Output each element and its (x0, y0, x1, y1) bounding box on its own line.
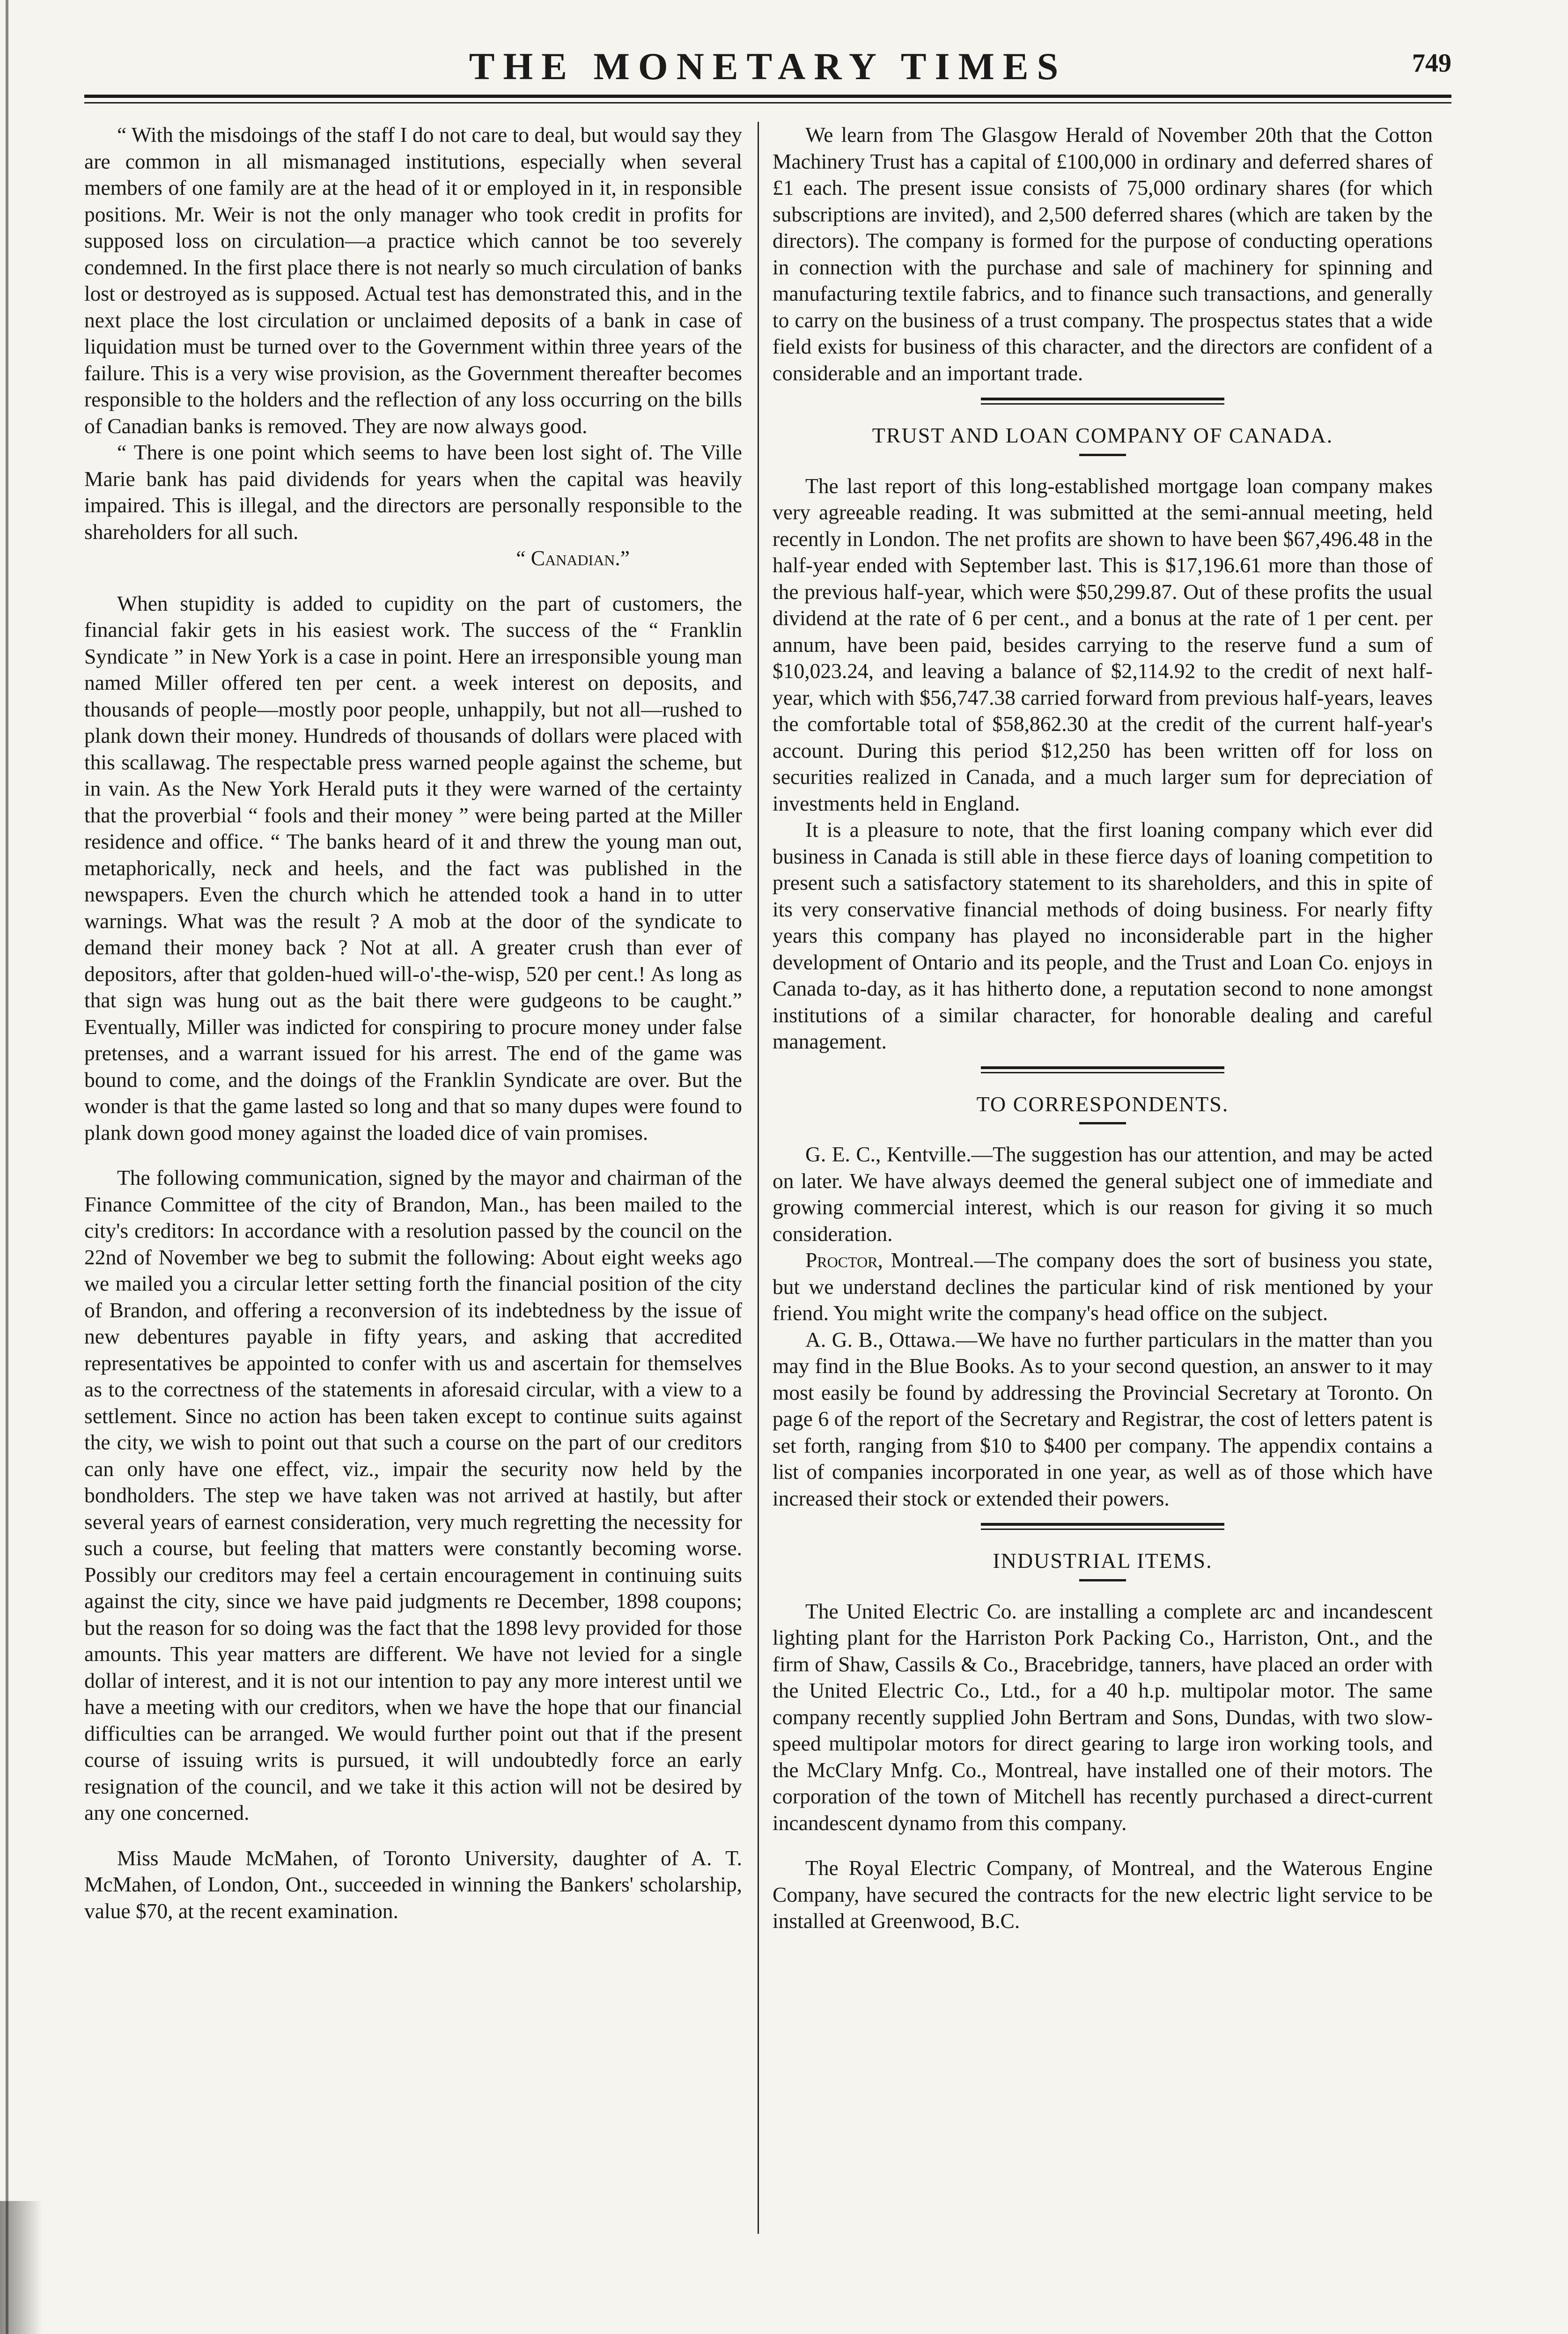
masthead-rule-thick (84, 95, 1451, 98)
correspondent-ottawa: A. G. B., Ottawa.—We have no further particulars in the matter than you may find in the Blue Books. As to your second question, an answer to it may most easily be found by addressing the Provincial Secretary at Toronto. On page 6 of the report of the Secretary and Registrar, the cost of letters patent is set forth, ranging from $10 to $400 per company. The appendix contains a list of companies incorporated in one year, as well as of those which have increased their stock or extended their powers. (773, 1327, 1433, 1510)
masthead (84, 44, 1451, 96)
heading-underline (1079, 454, 1126, 456)
masthead-rule-thin (84, 102, 1451, 103)
letter-signature: “ Canadian.” (516, 546, 630, 570)
spacer (84, 1826, 742, 1845)
binding-edge (6, 0, 8, 2334)
heading-industrial-items: INDUSTRIAL ITEMS. (993, 1549, 1213, 1573)
right-column (773, 122, 1433, 1935)
publication-title: THE MONETARY TIMES (469, 45, 1067, 88)
article-trust-loan-pleasure: It is a pleasure to note, that the first loaning company which ever did business in Canada is still able in these fierce days of loaning competition to present such a satisfactory statement to its shareholders, and this in spite of its very conservative financial methods of doing business. For nearly fifty years this company has played no inconsiderable part in the higher development of Ontario and its people, and the Trust and Loan Co. enjoys in Canada to-day, as it has hitherto done, a reputation second to none amongst institutions of a similar character, for honorable dealing and careful management. (773, 818, 1433, 1053)
article-royal-electric: The Royal Electric Company, of Montreal, and the Waterous Engine Company, have secured the contracts for the new electric light service to be installed at Greenwood, B.C. (773, 1856, 1433, 1933)
article-brandon-communication: The following communication, signed by the mayor and chairman of the Finance Committee of the city of Brandon, Man., has been mailed to the city's creditors: In accordance with a resolution passed by the council on the 22nd of November we beg to submit the following: About eight weeks ago we mailed you a circular letter setting forth the financial position of the city of Brandon, and offering a reconversion of its indebtedness by the issue of new debentures payable in fifty years, and asking that accredited representatives be appointed to confer with us and ascertain for themselves as to the correctness of the statements in aforesaid circular, with a view to a settlement. Since no action has been taken except to continue suits against the city, we wish to point out that such a course on the part of our creditors can only have one effect, viz., impair the security now held by the bondholders. The step we have taken was not arrived at hastily, but after several years of earnest consideration, very much regretting the necessity for such a course, but feeling that matters were constantly becoming worse. Possibly our creditors may feel a certain encouragement in continuing suits against the city, since we have paid judgments re December, 1898 coupons; but the reason for so doing was the fact that the 1898 levy provided for those amounts. This year matters are different. We have not levied for a single dollar of interest, and it is not our intention to pay any more interest until we have a meeting with our creditors, when we have the hope that our financial difficulties can be arranged. We would further point out that if the present course of issuing writs is pursued, it will undoubtedly force an early resignation of the council, and we take it this action will not be desired by any one concerned. (84, 1166, 742, 1824)
heading-underline (1079, 1122, 1126, 1124)
correspondent-proctor (773, 1247, 1433, 1327)
article-united-electric: The United Electric Co. are installing a complete arc and incandescent lighting plant for the Harriston Pork Packing Co., Harriston, Ont., and the firm of Shaw, Cassils & Co., Bracebridge, tanners, have placed an order with the United Electric Co., Ltd., for a 40 h.p. multipolar motor. The same company recently supplied John Bertram and Sons, Dundas, with two slow-speed multipolar motors for direct gearing to large iron working tools, and the McClary Mnfg. Co., Montreal, have installed one of their motors. The corporation of the town of Mitchell has recently purchased a direct-current incandescent dynamo from this company. (773, 1599, 1433, 1835)
article-weir-misdoings: “ With the misdoings of the staff I do not care to deal, but would say they are common in all mismanaged institutions, especially when several members of one family are at the head of it or employed in it, in responsible positions. Mr. Weir is not the only manager who took credit in profits for supposed loss on circulation—a practice which cannot be too severely condemned. In the first place there is not nearly so much circulation of banks lost or destroyed as is supposed. Actual test has demonstrated this, and in the next place the lost circulation or unclaimed deposits of a bank in case of liquidation must be turned over to the Government within three years of the failure. This is a very wise provision, as the Government thereafter becomes responsible to the holders and the reflection of any loss occurring on the bills of Canadian banks is removed. They are now always good. (84, 123, 742, 438)
heading-underline (1079, 1579, 1126, 1581)
correspondent-proctor-text: Montreal.—The company does the sort of business you state, but we understand declines the particular kind of risk mentioned by your friend. You might write the company's head office on the subject. (773, 1248, 1433, 1325)
page-shadow (0, 2201, 42, 2334)
article-mcmahen-scholarship: Miss Maude McMahen, of Toronto University, daughter of A. T. McMahen, of London, Ont., succeeded in winning the Bankers' scholarship, value $70, at the recent examination. (84, 1846, 742, 1923)
spacer (84, 1146, 742, 1165)
article-cotton-machinery-trust: We learn from The Glasgow Herald of November 20th that the Cotton Machinery Trust has a capital of £100,000 in ordinary and deferred shares of £1 each. The present issue consists of 75,000 ordinary shares (for which subscriptions are invited), and 2,500 deferred shares (which are taken by the directors). The company is formed for the purpose of conducting operations in connection with the purchase and sale of machinery for spinning and manufacturing textile fabrics, and to finance such transactions, and generally to carry on the business of a trust company. The prospectus states that a wide field exists for business of this character, and the directors are confident of a considerable and an important trade. (773, 123, 1433, 385)
heading-trust-and-loan: TRUST AND LOAN COMPANY OF CANADA. (872, 423, 1333, 447)
page-number: 749 (1412, 49, 1451, 78)
column-divider (758, 122, 759, 2234)
article-franklin-syndicate: When stupidity is added to cupidity on the part of customers, the financial fakir gets in his easiest work. The success of the “ Franklin Syndicate ” in New York is a case in point. Here an irresponsible young man named Miller offered ten per cent. a week interest on deposits, and thousands of people—mostly poor people, unhappily, but not all—rushed to plank down their money. Hundreds of thousands of dollars were placed with this scallawag. The respectable press warned people against the scheme, but in vain. As the New York Herald puts it they were warned of the certainty that the proverbial “ fools and their money ” were being parted at the Miller residence and office. “ The banks heard of it and threw the young man out, metaphorically, neck and heels, and the fact was published in the newspapers. Even the church which he attended took a hand in to utter warnings. What was the result ? A mob at the door of the syndicate to demand their money back ? Not at all. A greater crush than ever of depositors, after that golden-hued will-o'-the-wisp, 520 per cent.! As long as that sign was hung out as the bait there were gudgeons to be caught.” Eventually, Miller was indicted for conspiring to procure money under false pretenses, and a warrant issued for his arrest. The end of the game was bound to come, and the doings of the Franklin Syndicate are over. But the wonder is that the game lasted so long and that so many dupes were found to plank down good money against the loaded dice of vain promises. (84, 591, 742, 1145)
section-rule (981, 1523, 1224, 1530)
article-trust-loan-report: The last report of this long-established mortgage loan company makes very agreeable reading. It was submitted at the semi-annual meeting, held recently in London. The net profits are shown to have been $67,496.48 in the half-year ended with September last. This is $17,196.61 more than those of the previous half-year, which were $50,299.87. Out of these profits the usual dividend at the rate of 6 per cent., and a bonus at the rate of 1 per cent. per annum, have been paid, besides carrying to the reserve fund a sum of $10,023.24, and leaving a balance of $2,114.92 to the credit of next half-year, which with $56,747.38 carried forward from previous half-years, leaves the comfortable total of $58,862.30 at the credit of the current half-year's account. During this period $12,250 has been written off for loss on securities realized in Canada, and a much larger sum for depreciation of investments held in England. (773, 473, 1433, 815)
heading-to-correspondents: TO CORRESPONDENTS. (976, 1092, 1229, 1116)
section-rule (981, 1066, 1224, 1073)
article-ville-marie: “ There is one point which seems to have been lost sight of. The Ville Marie bank has paid dividends for years when the capital was heavily impaired. This is illegal, and the directors are personally responsible to the shareholders for all such. (84, 440, 742, 544)
correspondent-kentville: G. E. C., Kentville.—The suggestion has our attention, and may be acted on later. We have always deemed the general subject one of immediate and growing commercial interest, which is our reason for giving it so much consideration. (773, 1142, 1433, 1246)
correspondent-name: Proctor, (805, 1248, 883, 1272)
section-rule (981, 398, 1224, 405)
spacer (773, 1836, 1433, 1855)
left-column (84, 122, 742, 1924)
